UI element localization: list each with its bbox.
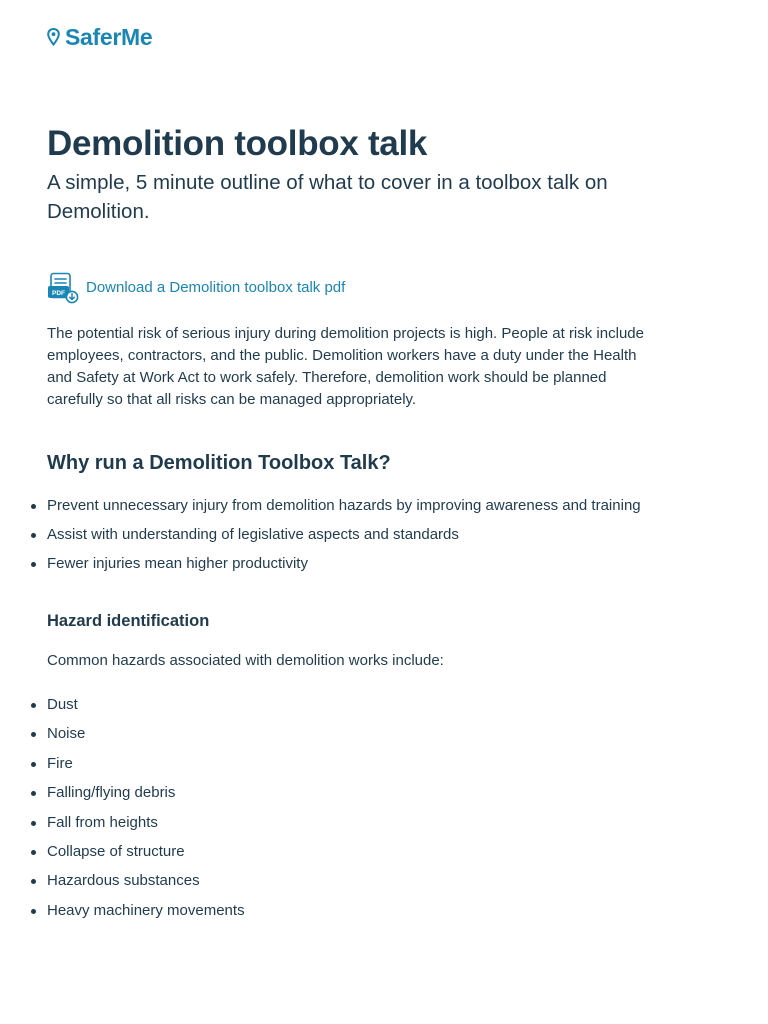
list-item: Prevent unnecessary injury from demolition hazards by improving awareness and training bbox=[47, 495, 662, 517]
list-item: Noise bbox=[47, 723, 662, 745]
download-pdf-link[interactable] bbox=[47, 272, 662, 304]
list-item: Collapse of structure bbox=[47, 841, 662, 863]
list-item: Fire bbox=[47, 753, 662, 775]
hazard-heading: Hazard identification bbox=[47, 612, 210, 630]
list-item: Falling/flying debris bbox=[47, 782, 662, 804]
list-item: Heavy machinery movements bbox=[47, 900, 662, 922]
list-item: Hazardous substances bbox=[47, 870, 662, 892]
list-item: Fewer injuries mean higher productivity bbox=[47, 553, 662, 575]
location-pin-icon bbox=[47, 28, 60, 46]
brand-name: SaferMe bbox=[65, 24, 153, 50]
list-item: Dust bbox=[47, 694, 662, 716]
page-title: Demolition toolbox talk bbox=[47, 124, 428, 163]
download-pdf-label: Download a Demolition toolbox talk pdf bbox=[86, 279, 346, 296]
why-list bbox=[47, 495, 662, 575]
hazard-intro: Common hazards associated with demolition works include: bbox=[47, 652, 444, 669]
intro-paragraph: The potential risk of serious injury during demolition projects is high. People at risk include employees, contractors, and the public. Demolition workers have a duty under the Health and Safety at Work Act to work safely. Therefore, demolition work should be planned carefully so that all risks can be managed appropriately. bbox=[47, 325, 644, 408]
pdf-document-icon bbox=[47, 272, 79, 304]
saferme-logo[interactable] bbox=[47, 24, 152, 50]
list-item: Fall from heights bbox=[47, 812, 662, 834]
pdf-badge-text: PDF bbox=[52, 290, 65, 297]
hazard-list bbox=[47, 694, 662, 922]
list-item: Assist with understanding of legislative aspects and standards bbox=[47, 524, 662, 546]
page-subtitle: A simple, 5 minute outline of what to cover in a toolbox talk on Demolition. bbox=[47, 171, 608, 223]
why-heading: Why run a Demolition Toolbox Talk? bbox=[47, 452, 391, 474]
article bbox=[47, 120, 662, 929]
